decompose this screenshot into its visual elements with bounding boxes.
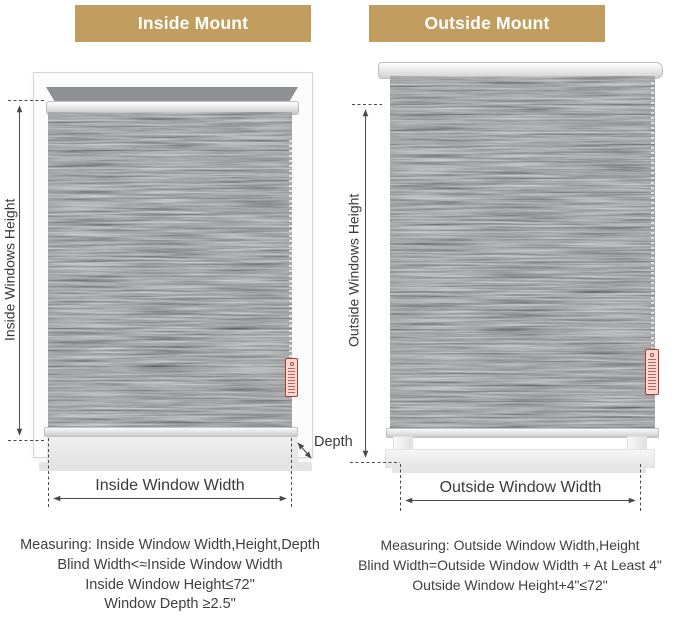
inside-width-label: Inside Window Width xyxy=(95,477,245,494)
tag-text-lines xyxy=(648,359,656,391)
inside-blind-fabric xyxy=(48,112,292,428)
note-line: Inside Window Height≤72" xyxy=(85,576,255,593)
outside-measuring-notes xyxy=(341,536,679,595)
outside-sill-shadow xyxy=(392,467,646,473)
safety-warning-tag-icon xyxy=(285,358,298,397)
outside-blind-bottom-rail xyxy=(386,428,659,438)
note-line: Measuring: Outside Window Width,Height xyxy=(380,537,640,553)
note-line: Blind Width<≈Inside Window Width xyxy=(57,556,283,573)
safety-warning-tag-icon xyxy=(645,349,659,395)
inside-measuring-notes xyxy=(4,536,336,615)
inside-mount-header: Inside Mount xyxy=(75,5,311,42)
outside-window-sill xyxy=(385,449,655,468)
tag-grommet-icon xyxy=(650,353,654,357)
depth-label: Depth xyxy=(314,434,353,450)
outside-width-label: Outside Window Width xyxy=(439,479,602,496)
tag-grommet-icon xyxy=(290,362,294,366)
note-line: Outside Window Height+4"≤72" xyxy=(412,576,608,593)
inside-sill-shadow xyxy=(39,462,312,471)
tag-text-lines xyxy=(288,368,295,393)
note-line: Blind Width=Outside Window Width + At Least 4" xyxy=(358,556,662,573)
note-line: Measuring: Inside Window Width,Height,Depth xyxy=(20,537,320,553)
outside-mount-header: Outside Mount xyxy=(369,5,605,42)
inside-bead-chain xyxy=(289,140,292,358)
note-line: Window Depth ≥2.5" xyxy=(104,596,236,613)
inside-blind-bottom-rail xyxy=(44,427,298,437)
inside-height-label: Inside Windows Height xyxy=(1,198,18,342)
inside-window-sill xyxy=(47,437,298,463)
outside-height-label: Outside Windows Height xyxy=(345,193,362,347)
outside-blind-fabric xyxy=(390,76,655,429)
outside-bead-chain xyxy=(651,82,654,348)
